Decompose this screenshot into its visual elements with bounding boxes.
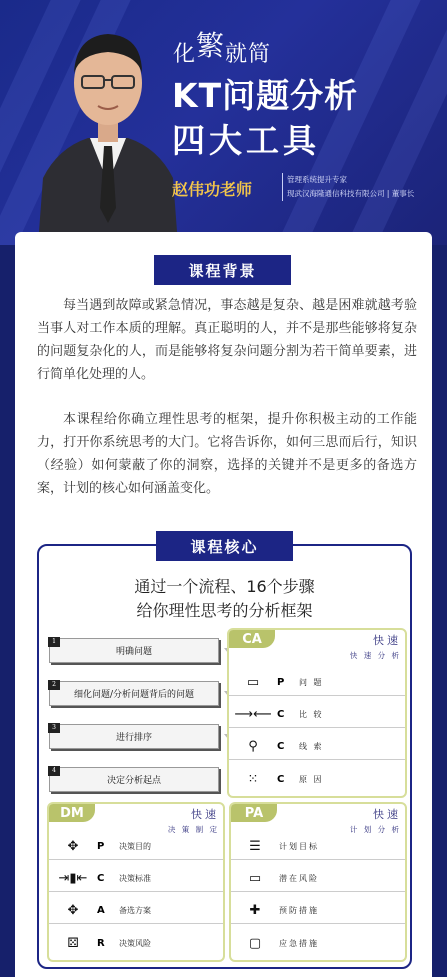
flow-step-label: 决定分析起点 [106,776,161,786]
core-line2: 给你理性思考的分析框架 [136,601,313,620]
background-paragraph-2: 本课程给你确立理性思考的框架，提升你积极主动的工作能力，打开你系统思考的大门。它将告诉你，如何三思而后行，知识（经验）如何蒙蔽了你的洞察，选择的关键并不是更多的备选方案，计划的核心如何涵盖变化。 [37,412,417,496]
teacher-info [282,173,414,201]
flow-step-number: 2 [48,680,60,690]
ca-row [229,702,405,728]
tagline-fan: 繁 [196,29,226,62]
dm-row-label: 决策标准 [119,874,151,883]
flow-step-number: 4 [48,766,60,776]
ca-row-label: 原 因 [299,774,324,784]
background-paragraph-1: 每当遇到故障或紧急情况，事态越是复杂、越是困难就越考验当事人对工作本质的理解。真正聪明的人，并不是那些能够将复杂的问题复杂化的人，而是能够将复杂问题分割为若干简单要素，进行简单化处理的人。 [37,298,417,382]
dm-row-letter: A [97,905,105,916]
ca-head [289,632,401,661]
teacher-company: 现武汉海隆通信科技有限公司 | 董事长 [287,189,415,198]
ca-head-sub: 快 速 分 析 [349,651,401,660]
arrows-cross-icon: ✥ [67,839,79,854]
ca-tag: CA [229,630,275,648]
flow-step-label: 细化问题/分析问题背后的问题 [73,690,195,700]
chart-icon: ▭ [248,871,262,886]
magnifier-icon: ⚲ [248,739,258,754]
dm-row-label: 决策风险 [119,938,151,948]
ca-row [229,670,405,696]
pa-head [291,806,401,835]
chart-icon: ▭ [246,675,260,690]
dm-row [49,930,223,956]
core-line1: 通过一个流程、16个步骤 [134,577,315,596]
pa-head-sub: 计 划 分 析 [349,825,401,834]
core-box [37,537,412,969]
flow-step-label: 进行排序 [115,733,152,743]
dm-head-title: 快速 [191,808,219,821]
ca-head-title: 快速 [373,634,401,647]
dm-row [49,898,223,924]
dm-row [49,866,223,892]
dm-row-label: 决策目的 [119,842,151,851]
arrows-cross-icon: ✥ [67,903,79,918]
ca-row-label: 问 题 [299,678,324,687]
ca-row [229,766,405,792]
arrows-center-icon: ⇥▮⇤ [58,871,88,886]
dice-icon: ⚄ [67,935,79,951]
pa-row-label: 预防措施 [279,906,319,915]
dm-row-letter: R [97,937,105,949]
pa-row [231,834,405,860]
pa-row [231,930,405,956]
medical-cross-icon: ✚ [249,903,261,918]
dm-head [109,806,219,835]
ca-row-letter: P [277,677,285,688]
ca-panel [227,628,407,798]
ca-row-letter: C [277,741,285,752]
dm-panel [47,802,225,962]
background-heading: 课程背景 [155,256,290,284]
ca-row-letter: C [277,709,285,720]
pa-row-label: 应急措施 [279,938,319,948]
flow-step-2 [49,681,219,706]
ca-row-label: 比 较 [299,710,324,719]
dots-grid-icon: ⁙ [247,771,259,787]
pa-row [231,866,405,892]
pa-head-title: 快速 [373,808,401,821]
ca-row-label: 线 索 [299,742,324,751]
dm-head-sub: 决 策 制 定 [167,825,219,834]
flow-step-3 [49,724,219,749]
flow-step-1 [49,638,219,663]
ca-row-letter: C [277,773,285,785]
teacher-name: 赵伟功老师 [172,180,253,199]
tagline-prefix: 化 [173,42,197,67]
dm-row-label: 备选方案 [119,906,151,915]
arrows-compare-icon: ⟶⟵ [234,707,272,722]
header-title-line1: KT问题分析 [172,76,359,115]
document-icon: ▢ [248,935,262,951]
pa-row [231,898,405,924]
flow-step-label: 明确问题 [115,647,152,657]
teacher-portrait [38,8,178,245]
core-heading: 课程核心 [157,532,292,560]
teacher-role: 管理系统提升专家 [287,175,347,184]
header-title-line2: 四大工具 [172,121,320,160]
pa-panel [229,802,407,962]
dm-tag: DM [49,804,95,822]
dm-row-letter: P [97,841,105,852]
ca-row [229,734,405,760]
flow-step-4 [49,767,219,792]
flow-step-number: 1 [48,637,60,647]
banner-header [0,0,447,245]
content-card [15,232,432,977]
pa-tag: PA [231,804,277,822]
dm-row-letter: C [97,873,105,884]
dm-row [49,834,223,860]
flow-step-number: 3 [48,723,60,733]
list-icon: ☰ [249,839,261,854]
tagline-suffix: 就简 [225,42,272,67]
header-tagline [173,30,271,70]
pa-row-label: 潜在风险 [279,874,319,883]
pa-row-label: 计划目标 [279,842,319,851]
